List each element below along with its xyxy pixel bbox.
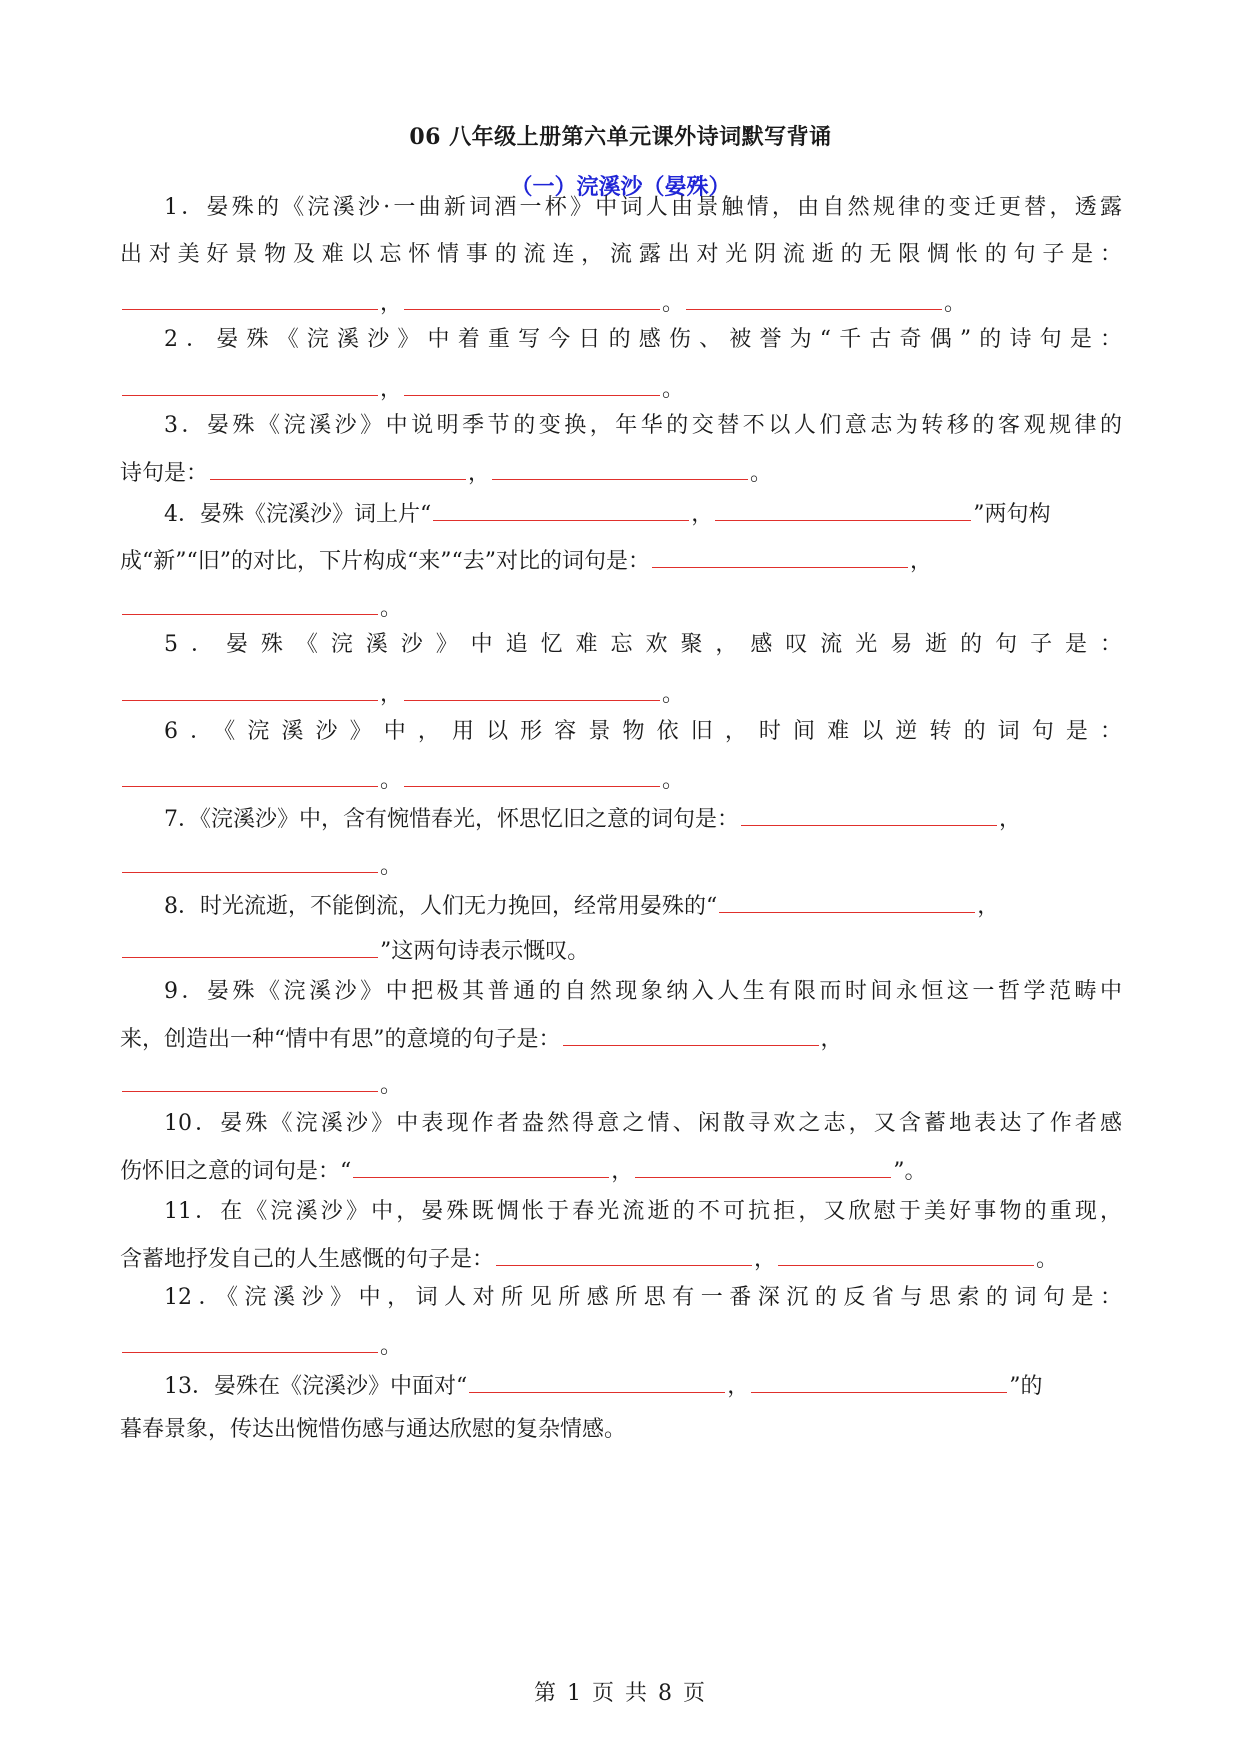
question-9-line-3: 。 bbox=[120, 1069, 1122, 1101]
answer-blank[interactable] bbox=[686, 287, 942, 310]
question-7-line-1: 7．《浣溪沙》中，含有惋惜春光，怀思忆旧之意的词句是： ， bbox=[120, 803, 1122, 835]
answer-blank[interactable] bbox=[404, 373, 660, 396]
answer-blank[interactable] bbox=[122, 935, 378, 958]
question-1-line-1: 1．晏殊的《浣溪沙·一曲新词酒一杯》中词人由景触情，由自然规律的变迁更替，透露 bbox=[164, 195, 1123, 220]
answer-blank[interactable] bbox=[741, 803, 997, 826]
question-8-line-2: ”这两句诗表示慨叹。 bbox=[120, 935, 1122, 967]
answer-blank[interactable] bbox=[122, 287, 378, 310]
answer-blank[interactable] bbox=[496, 1243, 752, 1266]
question-3-line-2: 诗句是： ， 。 bbox=[120, 457, 1122, 489]
question-11-line-1: 11．在《浣溪沙》中，晏殊既惆怅于春光流逝的不可抗拒，又欣慰于美好事物的重现， bbox=[164, 1199, 1122, 1224]
question-7-line-2: 。 bbox=[120, 850, 1122, 882]
answer-blank[interactable] bbox=[635, 1155, 891, 1178]
answer-blank[interactable] bbox=[122, 678, 378, 701]
answer-blank[interactable] bbox=[122, 373, 378, 396]
question-12-line-1: 12．《浣溪沙》中，词人对所见所感所思有一番深沉的反省与思索的词句是： bbox=[164, 1285, 1122, 1310]
question-9-line-1: 9．晏殊《浣溪沙》中把极其普通的自然现象纳入人生有限而时间永恒这一哲学范畴中 bbox=[164, 979, 1122, 1004]
answer-blank[interactable] bbox=[433, 498, 689, 521]
answer-blank[interactable] bbox=[122, 1069, 378, 1092]
answer-blank[interactable] bbox=[469, 1370, 725, 1393]
answer-blank[interactable] bbox=[122, 592, 378, 615]
question-13-line-1: 13．晏殊在《浣溪沙》中面对“ ， ”的 bbox=[120, 1370, 1122, 1402]
answer-blank[interactable] bbox=[652, 545, 908, 568]
question-4-line-1: 4．晏殊《浣溪沙》词上片“ ， ”两句构 bbox=[120, 498, 1122, 530]
question-9-line-2: 来，创造出一种“情中有思”的意境的句子是： ， bbox=[120, 1023, 1122, 1055]
answer-blank[interactable] bbox=[122, 850, 378, 873]
question-12-line-2: 。 bbox=[120, 1330, 1122, 1362]
question-2-line-1: 2．晏殊《浣溪沙》中着重写今日的感伤、被誉为“千古奇偶”的诗句是： bbox=[164, 327, 1122, 352]
question-10-line-1: 10．晏殊《浣溪沙》中表现作者盎然得意之情、闲散寻欢之志，又含蓄地表达了作者感 bbox=[164, 1111, 1122, 1136]
document-title: 06 八年级上册第六单元课外诗词默写背诵 bbox=[409, 124, 832, 150]
answer-blank[interactable] bbox=[404, 764, 660, 787]
question-6-blanks: 。 。 bbox=[120, 764, 1122, 796]
question-8-line-1: 8．时光流逝，不能倒流，人们无力挽回，经常用晏殊的“ ， bbox=[120, 890, 1122, 922]
answer-blank[interactable] bbox=[715, 498, 971, 521]
question-5-blanks: ， 。 bbox=[120, 678, 1122, 710]
question-5-line-1: 5．晏殊《浣溪沙》中追忆难忘欢聚，感叹流光易逝的句子是： bbox=[164, 632, 1122, 657]
answer-blank[interactable] bbox=[719, 890, 975, 913]
page-footer: 第 1 页 共 8 页 bbox=[534, 1681, 707, 1706]
answer-blank[interactable] bbox=[404, 287, 660, 310]
answer-blank[interactable] bbox=[492, 457, 748, 480]
question-2-blanks: ， 。 bbox=[120, 373, 1122, 405]
answer-blank[interactable] bbox=[210, 457, 466, 480]
answer-blank[interactable] bbox=[751, 1370, 1007, 1393]
question-11-line-2: 含蓄地抒发自己的人生感慨的句子是： ， 。 bbox=[120, 1243, 1122, 1275]
answer-blank[interactable] bbox=[404, 678, 660, 701]
answer-blank[interactable] bbox=[353, 1155, 609, 1178]
question-13-line-2: 暮春景象，传达出惋惜伤感与通达欣慰的复杂情感。 bbox=[120, 1417, 627, 1442]
answer-blank[interactable] bbox=[563, 1023, 819, 1046]
question-1-line-2: 出对美好景物及难以忘怀情事的流连，流露出对光阴流逝的无限惆怅的句子是： bbox=[120, 242, 1122, 267]
answer-blank[interactable] bbox=[122, 764, 378, 787]
answer-blank[interactable] bbox=[778, 1243, 1034, 1266]
question-4-line-3: 。 bbox=[120, 592, 1122, 624]
question-1-blanks: ， 。 。 bbox=[120, 287, 1122, 319]
question-6-line-1: 6．《浣溪沙》中，用以形容景物依旧，时间难以逆转的词句是： bbox=[164, 719, 1122, 744]
question-10-line-2: 伤怀旧之意的词句是：“ ， ”。 bbox=[120, 1155, 1122, 1187]
question-4-line-2: 成“新”“旧”的对比，下片构成“来”“去”对比的词句是： ， bbox=[120, 545, 1122, 577]
answer-blank[interactable] bbox=[122, 1330, 378, 1353]
section-title: （一）浣溪沙（晏殊） bbox=[510, 174, 731, 200]
question-3-line-1: 3．晏殊《浣溪沙》中说明季节的变换，年华的交替不以人们意志为转移的客观规律的 bbox=[164, 413, 1122, 438]
